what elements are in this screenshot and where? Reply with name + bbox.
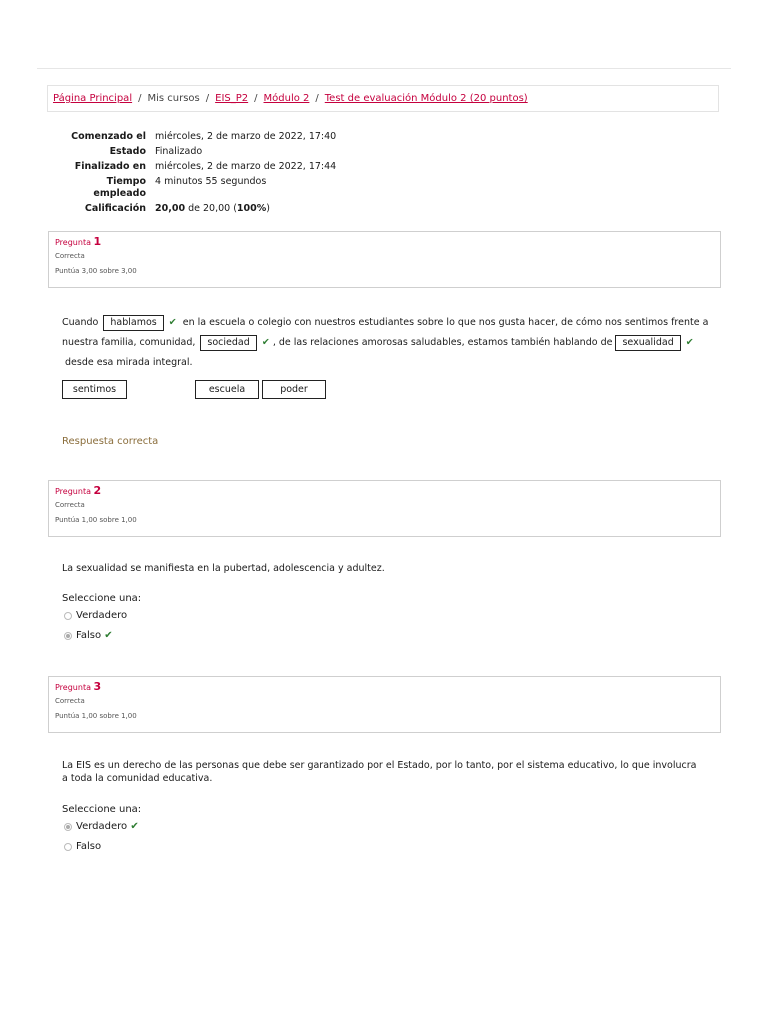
question-number: 1	[93, 235, 102, 248]
summary-row-time	[60, 176, 336, 203]
grade-close: )	[266, 203, 270, 214]
question-2-text: La sexualidad se manifiesta en la pubertad, adolescencia y adultez.	[62, 563, 385, 574]
summary-row-finished	[60, 161, 336, 176]
summary-value: 4 minutos 55 segundos	[155, 176, 267, 187]
check-icon: ✔	[685, 337, 694, 348]
summary-key: Tiempo empleado	[93, 176, 146, 199]
breadcrumb-home-link[interactable]: Página Principal	[53, 93, 133, 104]
top-divider	[37, 68, 731, 69]
check-icon: ✔	[130, 821, 139, 832]
question-grade: Puntúa 3,00 sobre 3,00	[55, 267, 137, 275]
question-feedback: Respuesta correcta	[62, 436, 159, 447]
summary-value: miércoles, 2 de marzo de 2022, 17:40	[155, 131, 337, 142]
grade-percent: 100%	[236, 203, 267, 214]
summary-row-state	[60, 146, 336, 161]
summary-value: miércoles, 2 de marzo de 2022, 17:44	[155, 161, 337, 172]
attempt-summary	[60, 131, 336, 218]
breadcrumb: Página Principal / Mis cursos / EIS_P2 / Módulo 2 / Test de evaluación Módulo 2 (20 puntos)	[47, 85, 719, 112]
option-false[interactable]: Falso ✔	[64, 630, 113, 641]
drop-zone-answer-3[interactable]: sexualidad	[615, 335, 680, 351]
check-icon: ✔	[104, 630, 113, 641]
radio-button[interactable]	[64, 632, 72, 640]
breadcrumb-module-link[interactable]: Módulo 2	[263, 93, 310, 104]
summary-key: Calificación	[84, 203, 146, 214]
question-state: Correcta	[55, 697, 85, 705]
summary-key: Estado	[109, 146, 146, 157]
summary-row-grade	[60, 203, 336, 218]
grade-of: de 20,00 (	[188, 203, 237, 214]
drag-item[interactable]: sentimos	[62, 380, 127, 399]
radio-button[interactable]	[64, 612, 72, 620]
drag-options	[62, 380, 362, 399]
grade-score: 20,00	[155, 203, 186, 214]
breadcrumb-test-link[interactable]: Test de evaluación Módulo 2 (20 puntos)	[324, 93, 528, 104]
drop-zone-answer-2[interactable]: sociedad	[200, 335, 256, 351]
question-label: Pregunta	[55, 487, 91, 496]
breadcrumb-courses: Mis cursos	[147, 93, 200, 104]
check-icon: ✔	[261, 337, 270, 348]
question-label: Pregunta	[55, 683, 91, 692]
radio-button[interactable]	[64, 823, 72, 831]
question-state: Correcta	[55, 501, 85, 509]
summary-key: Finalizado en	[74, 161, 146, 172]
question-label: Pregunta	[55, 238, 91, 247]
option-true[interactable]: Verdadero	[64, 610, 127, 621]
question-2-info	[48, 480, 721, 537]
question-grade: Puntúa 1,00 sobre 1,00	[55, 516, 137, 524]
drag-item[interactable]: poder	[262, 380, 326, 399]
question-grade: Puntúa 1,00 sobre 1,00	[55, 712, 137, 720]
radio-button[interactable]	[64, 843, 72, 851]
option-false[interactable]: Falso	[64, 841, 101, 852]
summary-key: Comenzado el	[71, 131, 146, 142]
breadcrumb-course-link[interactable]: EIS_P2	[215, 93, 249, 104]
select-prompt: Seleccione una:	[62, 593, 142, 604]
summary-value: Finalizado	[155, 146, 203, 157]
summary-row-started	[60, 131, 336, 146]
option-true[interactable]: Verdadero ✔	[64, 821, 139, 832]
drag-item[interactable]: escuela	[195, 380, 259, 399]
question-number: 2	[93, 484, 102, 497]
question-1-text: Cuando hablamos ✔ en la escuela o colegio con nuestros estudiantes sobre lo que nos gusta hacer, de cómo nos sentimos frente a nuestra familia, comunidad, sociedad ✔ , de las relaciones amorosas saludables, estamos también hablando de sexualidad ✔ desde esa mirada integral.	[62, 317, 709, 368]
summary-value	[155, 203, 336, 218]
drop-zone-answer-1[interactable]: hablamos	[103, 315, 163, 331]
check-icon: ✔	[168, 317, 177, 328]
question-1-info	[48, 231, 721, 288]
question-number: 3	[93, 680, 102, 693]
question-3-text: La EIS es un derecho de las personas que debe ser garantizado por el Estado, por lo tanto, por el sistema educativo, lo que involucra a toda la comunidad educativa.	[62, 760, 697, 784]
question-state: Correcta	[55, 252, 85, 260]
select-prompt: Seleccione una:	[62, 804, 142, 815]
question-3-info	[48, 676, 721, 733]
